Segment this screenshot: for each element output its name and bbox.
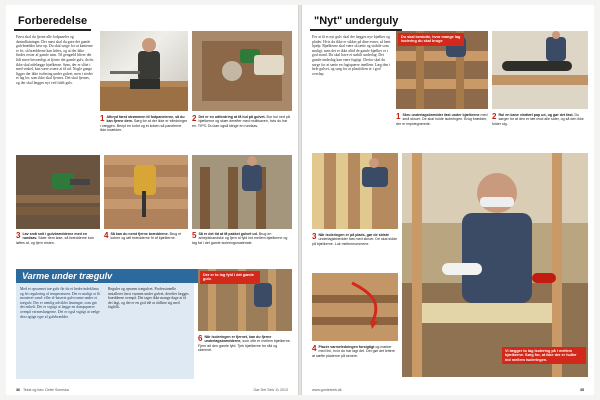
step-number: 2	[492, 113, 497, 121]
step-number: 6	[198, 335, 203, 343]
worker-illustration	[100, 31, 188, 111]
step-number: 3	[312, 233, 317, 241]
step-number: 2	[192, 115, 197, 123]
insulation-placed-illustration	[312, 153, 398, 229]
photo-cut-floor	[192, 31, 292, 111]
step-number: 4	[312, 345, 317, 353]
step-text: og marker med lim, hvor du har lagt det. Det gør det lettere at sætte pladerne på senere.	[312, 345, 395, 358]
photo-pry-boards	[104, 155, 188, 229]
step-number: 1	[396, 113, 401, 121]
pry-illustration	[104, 155, 188, 229]
large-worker-illustration	[402, 153, 588, 377]
caption-right-step-3	[312, 233, 398, 267]
banner-varme-under-traegulv: Varme under trægulv	[16, 269, 200, 283]
left-page	[6, 5, 298, 395]
step-text: underlagsbrædder fast med skruer. De skal sidde på bjælkerne. Luk mellemrummene.	[312, 237, 397, 246]
step-lead: Så er det tid at få pakket gulvet ud.	[198, 232, 258, 236]
info-text-heating-right: Reguler og opvarm trægulvet. Professionelle installerer først varmen under gulvet, derefter lægges brædderne ovenpå. Det tager ikke mange dage at få det lagt, og det er en god idé at rådføre sig med fagfolk.	[108, 287, 189, 310]
step-text: som ofte er mellem bjælkerne. Fjern alt den gamle fyld. Tjek bjælkerne for råd og skimmel.	[198, 339, 291, 352]
caption-right-step-1	[396, 113, 488, 147]
footer-credit: Tekst og foto: Dette Svenska	[23, 388, 69, 392]
step-text: Brug et koben og løft brædderne fri af bjælkerne.	[110, 232, 182, 241]
step-lead: Når isoleringen er på plads, gør de sidste	[318, 233, 389, 237]
page-number-right: 35	[580, 388, 584, 392]
photo-saw-boards	[16, 155, 100, 229]
caption-step-4	[104, 232, 188, 258]
info-box-floor-heating	[16, 283, 194, 379]
step-lead: Placér varmeledningen forsigtigt	[318, 345, 375, 349]
photo-note-red: Der er to lag fyld i det gamle gulv.	[200, 271, 260, 284]
caption-right-step-2	[492, 113, 588, 147]
step-lead: Når isoleringen er fjernet, kan du fjerne underlagsbrædderne,	[204, 335, 272, 344]
photo-worker-insulation-large	[402, 153, 588, 377]
step-number: 1	[100, 115, 105, 123]
info-text-heating: Med et opvarmet træ gulv får du et bedre indeklima og let regulering af temperaturen. Det er muligt at få monteret vand- eller el-baseret gulvvarme under et trægulv. Der er nemlig udviklet løsninger, som gør det enkelt. Det er vigtigt at lægge en dampspærre ovenpå varmeslangerne. Det er også vigtigt at vælge den rigtige type af gulvbrædder.	[20, 287, 100, 319]
photo-heating-pipe	[312, 273, 398, 341]
caption-right-step-4	[312, 345, 398, 381]
step-lead: Så kan du nemt fjerne brædderne.	[110, 232, 169, 236]
caption-step-2	[192, 115, 292, 155]
footer-issue: Gør Det Selv 11 2013	[253, 388, 288, 392]
step-lead: Afbryd først strømmen til fodpanelerne, så du kan fjerne dem.	[106, 115, 185, 124]
step-text: Brug en arbejdshandske og fjern al fyld ind mellem bjælkerne og tag fat i det gamle isoleringsmateriale.	[192, 232, 288, 245]
floor-cut-illustration	[192, 31, 292, 111]
intro-text-left: Først skal du fjerne alle fodpaneler og dørindfatninger. Der næst skal du gøre det gamle gulvbrædder løse op. Du skal sørge for at kanterne er fri, så brædderne kan løftes, og at der ikke findes rester af gamle søm. Til gengæld bliver det lidt mere besværligt at fjerne det gamle gulv, da du ikke skal ødelægge bjælkerne. Søm, der er slået i med vinkel, kan være svære at få ud. Nogle gange ligger der ikke isolering under gulvet, men i stedet et lag ler, som ikke skal fjernes. Det skal fjernes, og der skal lægges nyt ved fuldt gulv.	[16, 35, 94, 85]
photo-roll-paper	[492, 31, 588, 109]
intro-text-right: For at få et nyt gulv skal der lægges nye bjælker og plader. Hvis du ikke er sikker på dine evner, så hent hjælp. Bjælkerne skal være så tætte og stabile som muligt, men det er ikke altid de gamle bjælker er i god stand. Du skal have et stabilt underlag. Det gamle underlag kan være fugtigt. Derfor skal du sørge for at sætte en fugtspærre imellem. Læg den i hele gulvet, og sørg for at plastfolien er i god overlap.	[312, 35, 391, 76]
step-lead: Lav små snit i gulvbrædderne med en rundsav.	[22, 232, 87, 241]
caption-step-6	[198, 335, 292, 375]
page-number-left: 36	[16, 388, 20, 392]
step-number: 3	[16, 232, 21, 240]
roll-paper-illustration	[492, 31, 588, 109]
caption-step-5	[192, 232, 292, 262]
step-text: Bor hul ned på bjælkerne og skær derefter med multisaven, hvis du har en. TIPS: Du kan også klinge en rundsav.	[192, 115, 290, 128]
step-text: Sørg for at der ikke er elledninger i væggen. Benyt en kofot og et koben så panelerne ikke knækker.	[100, 119, 188, 132]
step-lead: Rul en bane vindtæt pap ud, og gør det fast.	[498, 113, 574, 117]
footer-left	[16, 388, 69, 392]
section-header-forberedelse: Forberedelse	[14, 13, 91, 31]
photo-remove-insulation	[192, 155, 292, 229]
step-lead: Det er en udfordring at få hul på gulvet.	[198, 115, 266, 119]
saw-illustration	[16, 155, 100, 229]
footer-website: www.gordetselv.dk	[312, 388, 342, 392]
photo-remove-baseboard	[100, 31, 188, 111]
section-header-nyt-undergulv: "Nyt" underguly	[310, 13, 402, 31]
right-page	[302, 5, 594, 395]
caption-step-1	[100, 115, 188, 155]
heating-pipe-illustration	[312, 273, 398, 341]
photo-caption-red: Vi lægger to lag isolering på i mellem bjælkerne. Sørg for, at ikke der er huller ind mellem isoleringen.	[502, 347, 586, 364]
step-number: 4	[104, 232, 109, 240]
step-text: Skær dem løse, så brædderne kan løftes af, og fjern resten.	[16, 236, 94, 245]
step-text: med små skruer. De skal holde isoleringen. Brug brædder, der er imprægnerede.	[396, 113, 488, 126]
step-number: 5	[192, 232, 197, 240]
caption-step-3	[16, 232, 100, 258]
redbox-insulation-layers: Du skal beslutte, hvor mange lag isolering du skal bruge	[398, 33, 464, 46]
insulation-illustration	[192, 155, 292, 229]
photo-insulation-placed	[312, 153, 398, 229]
step-lead: Skru underlagsbrædder fast under bjælkerne	[402, 113, 480, 117]
step-text: Du sørger for at den er tæt mod alle sider, og så den ikke folder sig.	[492, 113, 584, 126]
